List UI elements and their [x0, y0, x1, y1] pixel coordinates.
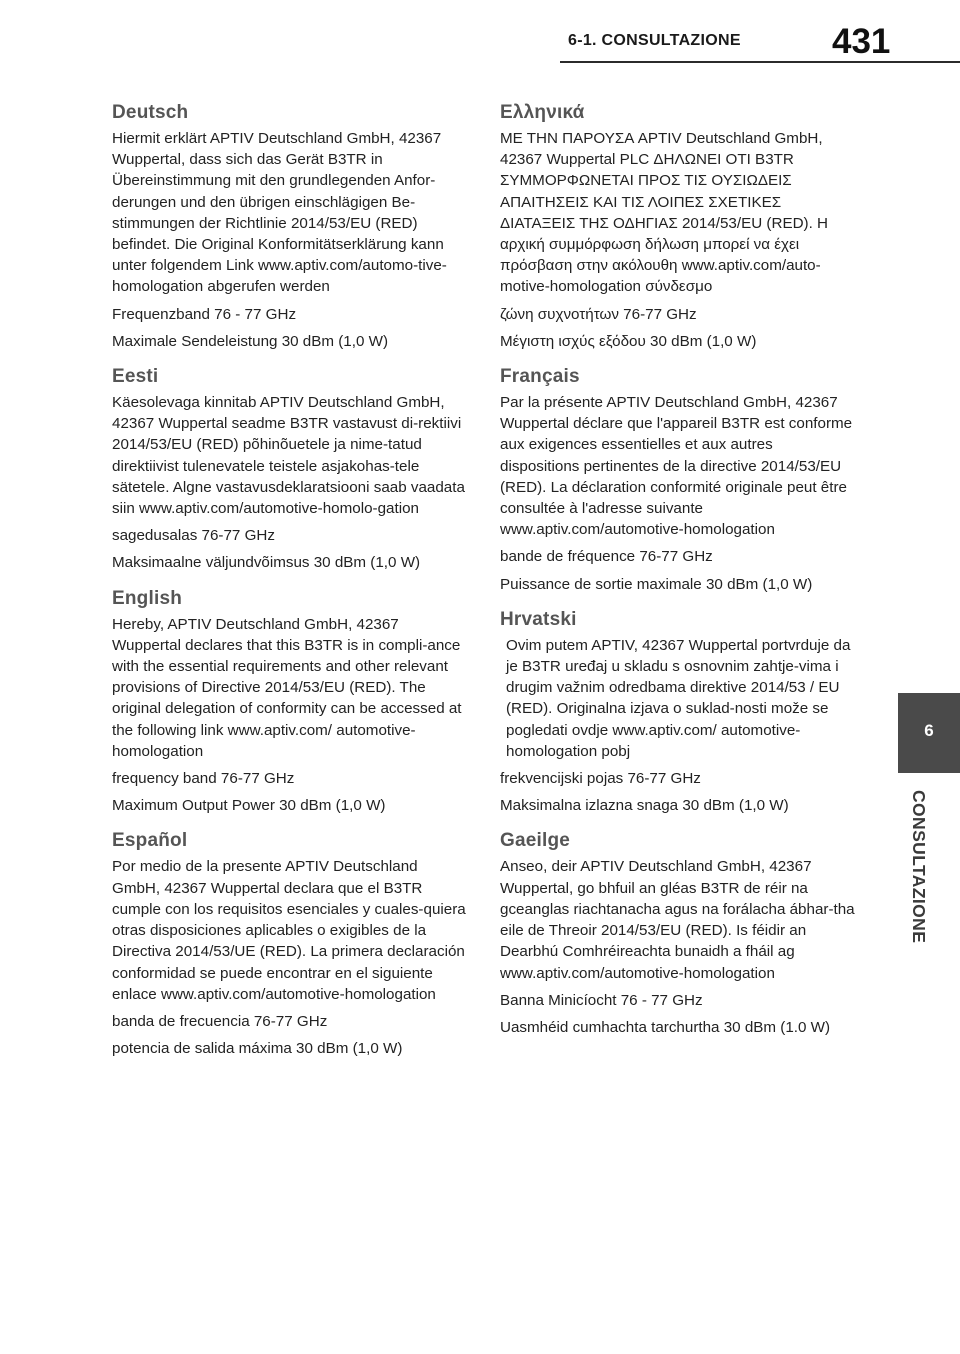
section-heading: Ελληνικά [500, 102, 585, 123]
language-section-hrvatski [500, 609, 855, 817]
section-heading: Hrvatski [500, 608, 577, 630]
language-section-francais [500, 366, 855, 595]
section-body: Hereby, APTIV Deutschland GmbH, 42367 Wuppertal declares that this B3TR is in compli-ance with the essential requirements and other relevant provisions of Directive 2014/53/EU (RED). The original delegation of conformity can be accessed at the following link www.aptiv.com/ automotive-homologation [112, 615, 462, 760]
section-power: Maksimaalne väljundvõimsus 30 dBm (1,0 W) [112, 554, 421, 572]
language-section-espanol [112, 830, 467, 1059]
header-rule [560, 61, 960, 63]
section-frequency: bande de fréquence 76-77 GHz [500, 548, 713, 566]
section-body: Käesolevaga kinnitab APTIV Deutschland GmbH, 42367 Wuppertal seadme B3TR vastavust di-rektiivi 2014/53/EU (RED) põhinõuetele ja nime-tatud direktiivist tulenevatele teistele asjakohas-tele sätetele. Algne vastavusdeklaratsiooni saab vaadata siin www.aptiv.com/automotive-homolo-gation [112, 394, 465, 518]
right-column [500, 102, 855, 1052]
language-section-english [112, 588, 467, 817]
section-power: Μέγιστη ισχύς εξόδου 30 dBm (1,0 W) [500, 332, 757, 350]
section-body: ΜΕ ΤΗΝ ΠΑΡΟΥΣΑ APTIV Deutschland GmbH, 42367 Wuppertal PLC ΔΗΛΩΝΕΙ ΟΤΙ B3TR ΣΥΜΜΟΡΦΩΝΕΤΑΙ ΠΡΟΣ ΤΙΣ ΟΥΣΙΩΔΕΙΣ ΑΠΑΙΤΗΣΕΙΣ ΚΑΙ ΤΙΣ ΛΟΙΠΕΣ ΣΧΕΤΙΚΕΣ ΔΙΑΤΑΞΕΙΣ ΤΗΣ ΟΔΗΓΙΑΣ 2014/53/EU (RED). Η αρχική συμμόρφωση δήλωση μπορεί να έχει πρόσβαση στην ακόλουθη www.aptiv.com/auto-motive-homologation σύνδεσμο [500, 130, 829, 296]
section-body: Anseo, deir APTIV Deutschland GmbH, 42367 Wuppertal, go bhfuil an gléas B3TR de réir na gceanglas riachtanacha agus na forálacha ábhar-tha eile de Threoir 2014/53/EU (RED). Is féidir an Dearbhú Comhréireachta bunaidh a fháil ag www.aptiv.com/automotive-homologation [500, 858, 855, 982]
language-section-eesti [112, 366, 467, 574]
section-body: Por medio de la presente APTIV Deutschland GmbH, 42367 Wuppertal declara que el B3TR cumple con los requisitos esenciales y cuales-quiera otras disposiciones aplicables o exigibles de la Directiva 2014/53/UE (RED). La primera declaración conformidad se puede encontrar en el siguiente enlace www.aptiv.com/automotive-homologation [112, 858, 466, 1003]
section-body: Par la présente APTIV Deutschland GmbH, 42367 Wuppertal déclare que l'appareil B3TR est conforme aux exigences essentielles et aux autres dispositions pertinentes de la directive 2014/53/EU (RED). La déclaration conformité originale peut être consultée à l'adresse suivante www.aptiv.com/automotive-homologation [500, 394, 853, 539]
page-number: 431 [832, 22, 891, 61]
section-frequency: Frequenzband 76 - 77 GHz [112, 305, 297, 323]
section-frequency: Banna Minicíocht 76 - 77 GHz [500, 991, 703, 1009]
section-frequency: frekvencijski pojas 76-77 GHz [500, 770, 701, 788]
language-section-deutsch [112, 102, 467, 352]
section-power: Puissance de sortie maximale 30 dBm (1,0 W) [500, 575, 813, 593]
section-power: Maximale Sendeleistung 30 dBm (1,0 W) [112, 332, 389, 350]
section-frequency: sagedusalas 76-77 GHz [112, 527, 275, 545]
language-section-ellinika [500, 102, 855, 352]
left-column [112, 102, 467, 1073]
section-heading: Français [500, 366, 580, 388]
section-heading: Deutsch [112, 102, 189, 123]
chapter-tab-number: 6 [924, 721, 934, 740]
section-frequency: ζώνη συχνοτήτων 76-77 GHz [500, 305, 697, 323]
section-heading: Eesti [112, 366, 159, 388]
section-frequency: frequency band 76-77 GHz [112, 770, 295, 788]
section-power: Maximum Output Power 30 dBm (1,0 W) [112, 797, 386, 815]
section-heading: English [112, 587, 183, 609]
chapter-tab-label: CONSULTAZIONE [909, 790, 929, 944]
section-body: Hiermit erklärt APTIV Deutschland GmbH, 42367 Wuppertal, dass sich das Gerät B3TR in Übereinstimmung mit den grundlegenden Anfor-derungen und den übrigen einschlägigen Be-stimmungen der Richtlinie 2014/53/EU (RED) befindet. Die Original Konformitätserklärung kann unter folgendem Link www.aptiv.com/automo-tive-homologation abgerufen werden [112, 130, 447, 296]
chapter-tab[interactable] [898, 693, 960, 773]
language-section-gaeilge [500, 830, 855, 1038]
running-header-section: 6-1. CONSULTAZIONE [568, 32, 741, 49]
section-power: potencia de salida máxima 30 dBm (1,0 W) [112, 1040, 403, 1058]
section-power: Maksimalna izlazna snaga 30 dBm (1,0 W) [500, 797, 789, 815]
section-heading: Español [112, 830, 188, 852]
section-power: Uasmhéid cumhachta tarchurtha 30 dBm (1.0 W) [500, 1018, 831, 1036]
section-body: Ovim putem APTIV, 42367 Wuppertal portvrduje da je B3TR uređaj u skladu s osnovnim zahtje-vima i drugim važnim odredbama direktive 2014/53 / EU (RED). Originalna izjava o suklad-nosti može se pogledati ovdje www.aptiv.com/ automotive-homologation pobj [506, 636, 851, 760]
section-heading: Gaeilge [500, 830, 571, 852]
section-frequency: banda de frecuencia 76-77 GHz [112, 1012, 328, 1030]
